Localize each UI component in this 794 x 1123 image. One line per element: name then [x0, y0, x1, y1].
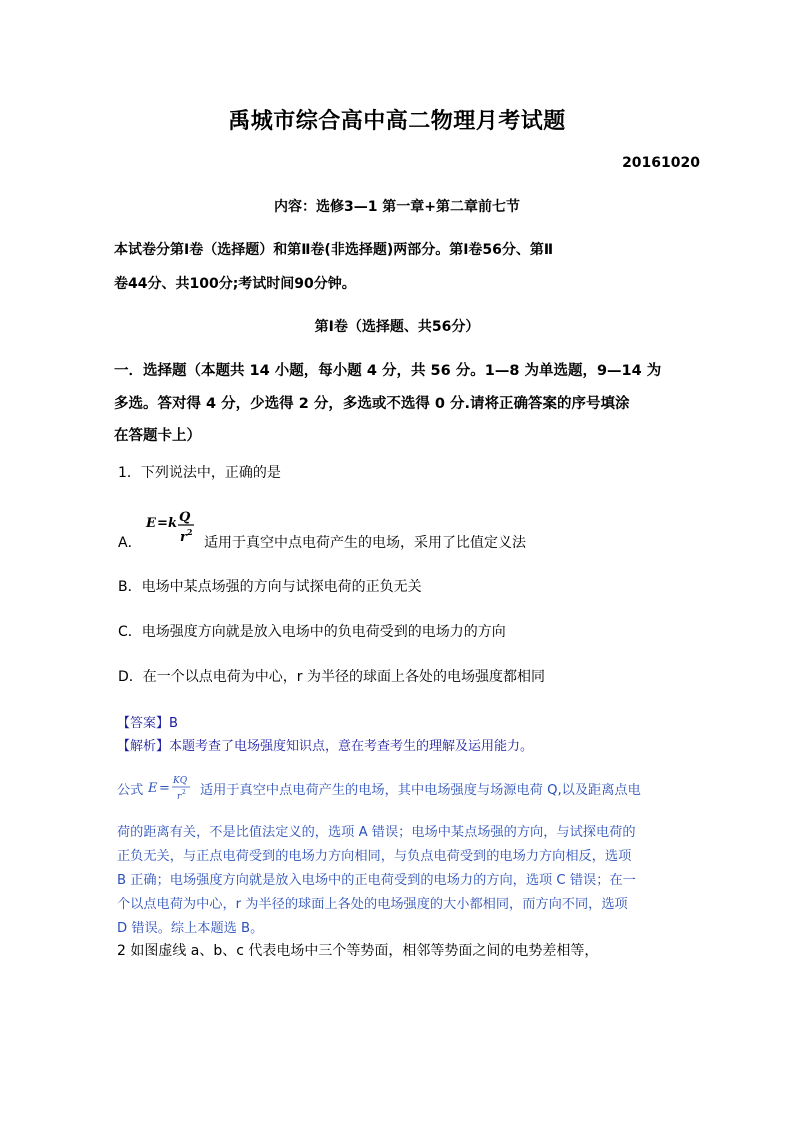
formula-e-kq-r2: [142, 508, 202, 548]
section-title: 第Ⅰ卷（选择题、共56分）: [314, 319, 480, 335]
section1-line-3: 在答题卡上）: [114, 428, 201, 444]
analysis-line-6: D 错误。综上本题选 B。: [117, 921, 264, 936]
svg-text:=: =: [159, 781, 170, 796]
exam-date: 20161020: [622, 155, 700, 171]
option-b: B．电场中某点场强的方向与试探电荷的正负无关: [118, 579, 422, 595]
svg-text:2: 2: [182, 789, 186, 796]
analysis-formula-prefix: 公式: [117, 783, 144, 798]
option-a-prefix: A．: [118, 535, 142, 551]
option-a-text: 适用于真空中点电荷产生的电场，采用了比值定义法: [204, 535, 526, 551]
svg-text:r: r: [180, 530, 187, 545]
analysis-line-2: 荷的距离有关，不是比值法定义的，选项 A 错误；电场中某点场强的方向，与试探电荷的: [117, 825, 636, 840]
exam-title: 禹城市综合高中高二物理月考试题: [228, 109, 566, 134]
analysis-line-3: 正负无关，与正点电荷受到的电场力方向相同，与负点电荷受到的电场力方向相反，选项: [117, 849, 632, 864]
question-1-stem: 1．下列说法中，正确的是: [118, 465, 281, 481]
question-2-stem: 2 如图虚线 a、b、c 代表电场中三个等势面，相邻等势面之间的电势差相等，: [117, 943, 599, 959]
exam-content-scope: 内容：选修3—1 第一章+第二章前七节: [273, 199, 521, 215]
analysis-line-1: 适用于真空中点电荷产生的电场，其中电场强度与场源电荷 Q,以及距离点电: [200, 783, 641, 798]
section1-line-2: 多选。答对得 4 分，少选得 2 分，多选或不选得 0 分.请将正确答案的序号填涂: [114, 396, 630, 412]
analysis-formula: [148, 770, 200, 806]
svg-text:2: 2: [187, 527, 193, 537]
analysis-line-4: B 正确；电场强度方向就是放入电场中的正电荷受到的电场力的方向，选项 C 错误；在一: [117, 873, 636, 888]
option-c: C．电场强度方向就是放入电场中的负电荷受到的电场力的方向: [118, 624, 506, 640]
analysis-line-5: 个以点电荷为中心，r 为半径的球面上各处的电场强度的大小都相同，而方向不同，选项: [117, 897, 628, 912]
svg-text:k: k: [168, 516, 178, 531]
svg-text:E: E: [148, 781, 158, 796]
answer-label: 【答案】B: [117, 716, 178, 731]
section1-line-1: 一．选择题（本题共 14 小题，每小题 4 分，共 56 分。1—8 为单选题，9—14 为: [114, 363, 662, 379]
svg-text:Q: Q: [179, 510, 191, 525]
svg-text:r: r: [177, 792, 182, 802]
intro-line-1: 本试卷分第Ⅰ卷（选择题）和第Ⅱ卷(非选择题)两部分。第Ⅰ卷56分、第Ⅱ: [114, 242, 554, 258]
svg-text:KQ: KQ: [173, 776, 188, 786]
svg-text:=: =: [157, 516, 168, 531]
analysis-label: 【解析】本题考查了电场强度知识点，意在考查考生的理解及运用能力。: [117, 739, 534, 754]
svg-text:E: E: [146, 516, 156, 531]
option-d: D．在一个以点电荷为中心，r 为半径的球面上各处的电场强度都相同: [118, 669, 545, 685]
intro-line-2: 卷44分、共100分;考试时间90分钟。: [114, 276, 356, 292]
